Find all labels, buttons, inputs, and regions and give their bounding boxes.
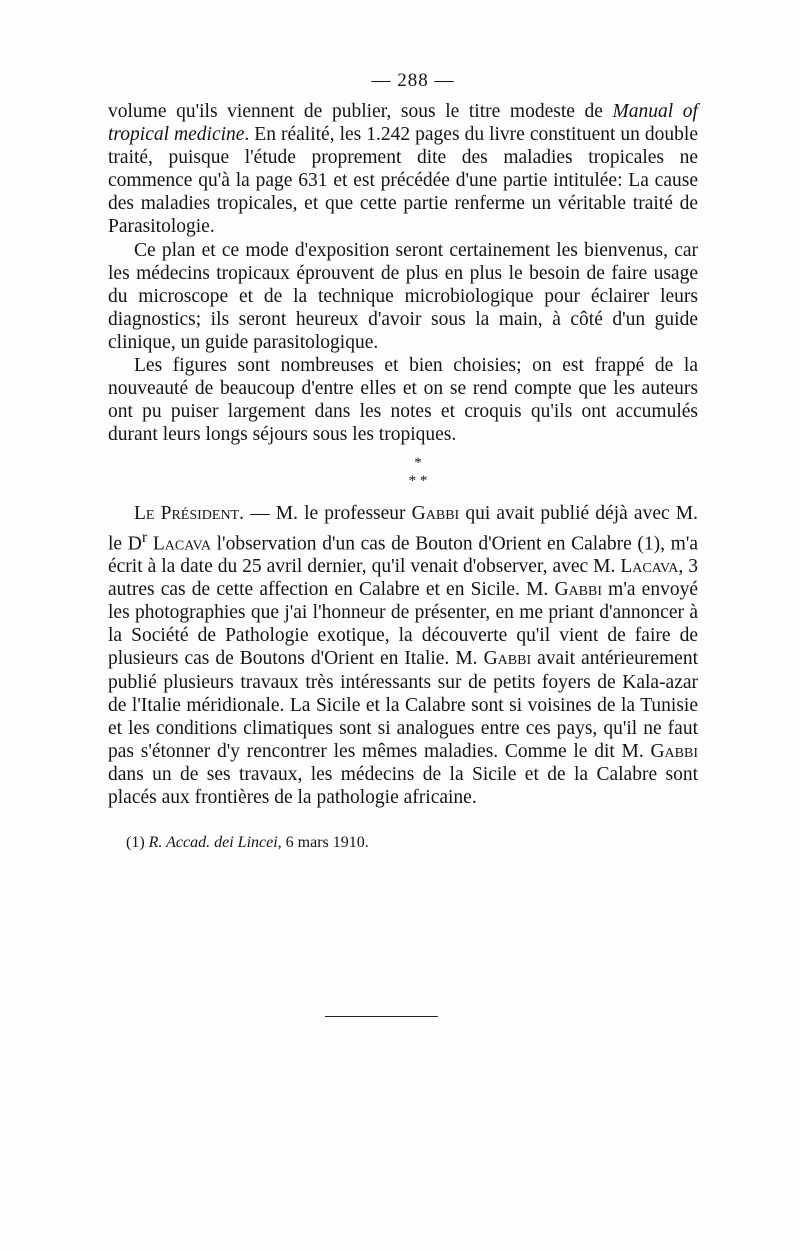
footnote-source: R. Accad. dei Lincei, <box>148 834 282 852</box>
separator-top-star: * <box>414 455 422 472</box>
text-run: qui avait publié déjà avec M. le D <box>108 503 698 554</box>
paragraph-president <box>108 502 698 809</box>
text-run: l'observation d'un cas de Bouton d'Orient en Calabre (1), m'a écrit à la date du 25 avril dernier, qu'il venait d'observer, avec M. <box>108 533 699 578</box>
text-run: m'a envoyé les photographies que j'ai l'honneur de présenter, en me priant d'annoncer à la Société de Pathologie exotique, la découverte qu'il vient de faire de plusieurs cas de Boutons d'Orient en Italie. M. <box>108 579 698 670</box>
separator-bottom-stars: * * <box>408 473 428 490</box>
author-name: Gabbi <box>650 740 698 762</box>
document-page <box>108 70 698 853</box>
superscript: r <box>141 527 148 546</box>
paragraph-plan: Ce plan et ce mode d'exposition seront certainement les bienvenus, car les médecins tropicaux éprouvent de plus en plus le besoin de faire usage du microscope et de la technique microbiologique pour éclairer leurs diagnostics; ils seront heureux d'avoir sous la main, à côté d'un guide clinique, un guide parasitologique. <box>108 239 698 353</box>
text-run: , 3 autres cas de cette affection en Calabre et en Sicile. M. <box>108 556 698 601</box>
bottom-rule <box>325 1016 438 1017</box>
author-name: Gabbi <box>411 503 460 525</box>
author-name: Gabbi <box>483 648 532 670</box>
text-run: . En réalité, les 1.242 pages du livre constituent un double traité, puisque l'étude proprement dite des maladies tropicales ne commence qu'à la page 631 et est précédée d'une partie intitulée: La cause des maladies tropicales, et que cette partie renferme un véritable traité de Parasitologie. <box>108 124 698 238</box>
footnote-marker: (1) <box>126 834 149 852</box>
author-name: Gabbi <box>554 579 602 601</box>
footnote-date: 6 mars 1910. <box>281 834 369 852</box>
paragraph-figures: Les figures sont nombreuses et bien choisies; on est frappé de la nouveauté de beaucoup d'entre elles et on se rend compte que les auteurs ont pu puiser largement dans les notes et croquis qu'ils ont accumulés durant leurs longs séjours sous les tropiques. <box>108 355 698 446</box>
text-run: volume qu'ils viennent de publier, sous le titre modeste de <box>108 101 613 122</box>
speaker-name: Le Président. <box>134 503 244 525</box>
text-run: avait antérieurement publié plusieurs travaux très intéressants sur de petits foyers de Kala-azar de l'Italie méridionale. La Sicile et la Calabre sont si voisines de la Tunisie et les conditions climatiques sont si analogues entre ces pays, qu'il ne faut pas s'étonner d'y rencontrer les mêmes maladies. Comme le dit M. <box>108 648 698 762</box>
author-name: Lacava <box>152 533 211 554</box>
book-title: Manual of tropical medicine <box>108 101 698 146</box>
author-name: Lacava <box>620 556 679 578</box>
text-run: dans un de ses travaux, les médecins de la Sicile et de la Calabre sont placés aux frontières de la pathologie africaine. <box>108 763 698 809</box>
section-separator <box>108 454 698 490</box>
text-run: — M. le professeur <box>243 503 412 525</box>
footnote <box>108 833 698 853</box>
paragraph-manual-intro <box>108 100 698 239</box>
page-number: — 288 — <box>371 70 455 91</box>
